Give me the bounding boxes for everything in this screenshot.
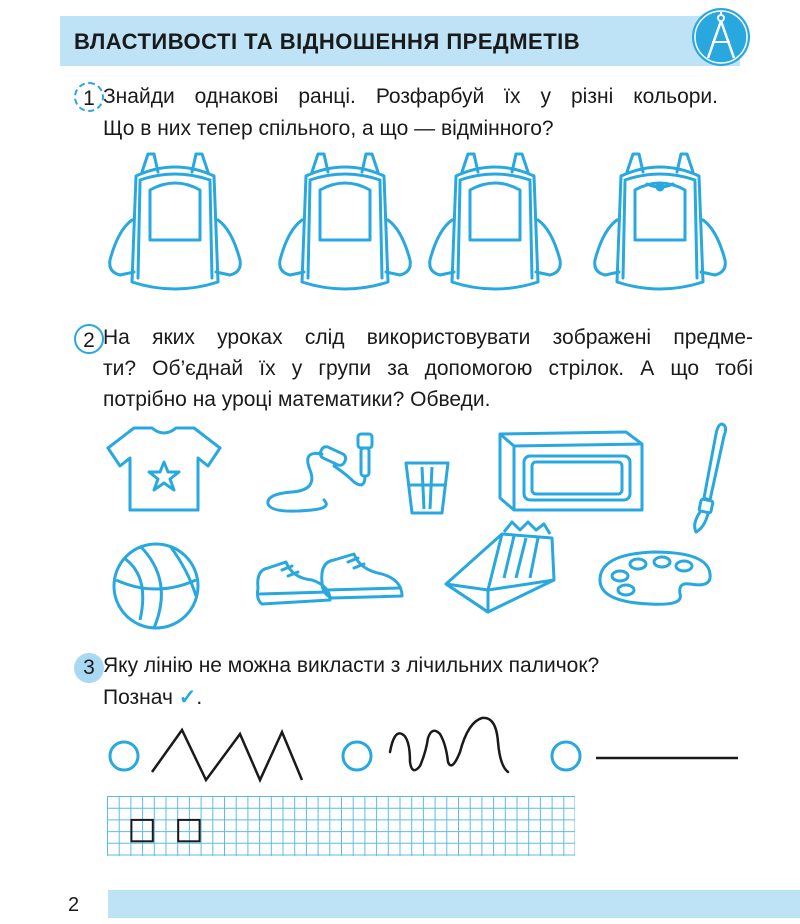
- task-3-text-line-2: [103, 682, 202, 714]
- answer-circle-straight[interactable]: [549, 739, 583, 773]
- checkmark-icon: ✓: [178, 686, 197, 709]
- task-2-text-line-2: ти? Об’єднай їх у групи за допомогою стрілок. А що тобі: [103, 357, 753, 380]
- sketchbook-icon: [496, 428, 646, 513]
- task-1-text-line-1: Знайди однакові ранці. Розфарбуй їх у різні кольори.: [103, 85, 718, 108]
- t-shirt-icon: [104, 424, 224, 514]
- footer-band: [108, 890, 800, 918]
- task-3-instruction: Познач: [103, 686, 173, 709]
- backpack-3: [420, 150, 570, 300]
- pencil-box-icon: [442, 520, 562, 620]
- wavy-line: [386, 712, 516, 778]
- backpack-4: [585, 150, 735, 300]
- task-2-text-line-1: На яких уроках слід використовувати зображені предме-: [103, 326, 753, 349]
- task-2-number: 2: [74, 324, 104, 354]
- sneakers-icon: [252, 548, 412, 612]
- page-title: ВЛАСТИВОСТІ ТА ВІДНОШЕННЯ ПРЕДМЕТІВ: [74, 29, 581, 54]
- compass-icon: [690, 6, 752, 68]
- answer-grid[interactable]: [107, 796, 575, 856]
- jump-rope-icon: [262, 430, 392, 520]
- answer-circle-zigzag[interactable]: [107, 739, 141, 773]
- task-3-period: .: [196, 686, 203, 709]
- answer-circle-wavy[interactable]: [340, 739, 374, 773]
- backpack-1: [100, 150, 250, 300]
- grid-sample-square-2: [178, 820, 199, 841]
- cup-icon: [402, 457, 452, 517]
- task-2-text-line-3: потрібно на уроці математики? Обведи.: [103, 388, 491, 411]
- ball-icon: [110, 540, 202, 632]
- backpack-2: [270, 150, 420, 300]
- straight-line: [594, 754, 740, 762]
- palette-icon: [594, 548, 714, 608]
- task-1-number: 1: [74, 82, 104, 112]
- task-3-number: 3: [74, 653, 104, 683]
- task-1-text-line-2: Що в них тепер спільного, а що — відмінного?: [103, 117, 554, 140]
- page-number: 2: [68, 894, 80, 916]
- zigzag-line: [148, 722, 308, 784]
- paintbrush-icon: [686, 420, 731, 535]
- task-3-text-line-1: Яку лінію не можна викласти з лічильних паличок?: [103, 654, 600, 677]
